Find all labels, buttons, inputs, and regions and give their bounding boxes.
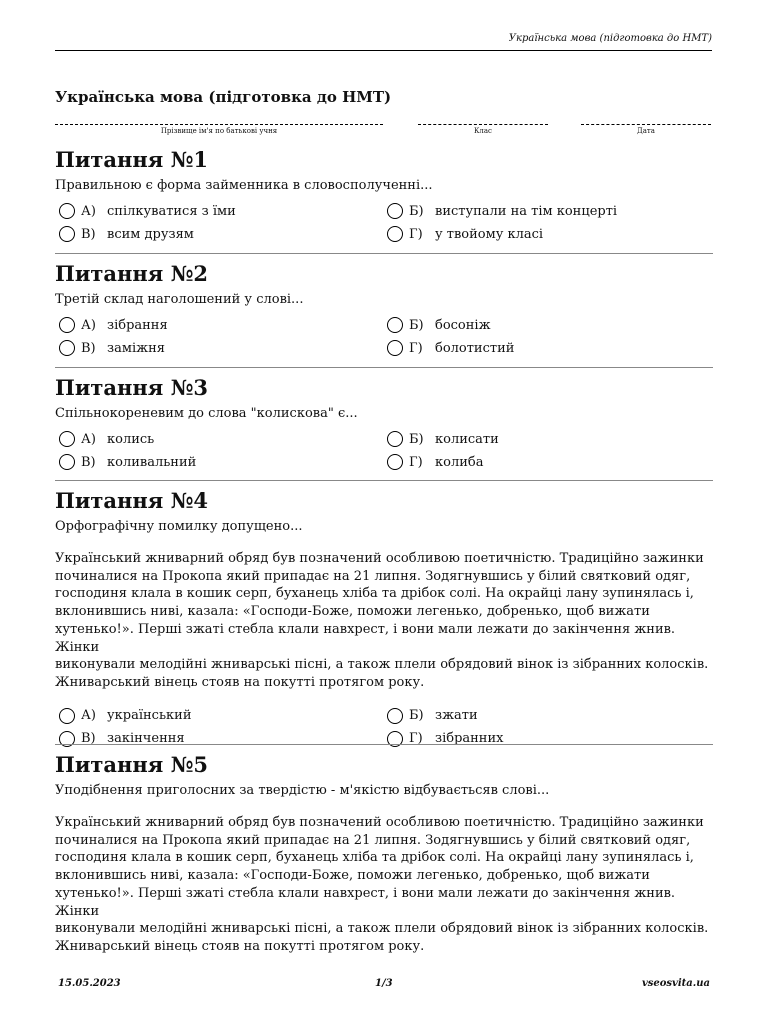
question-1 <box>55 147 713 244</box>
answer-text: зжати <box>435 708 478 724</box>
answer-text: зібрання <box>107 317 168 333</box>
signature-line <box>55 114 383 125</box>
answer-options <box>55 201 713 244</box>
radio-icon[interactable] <box>59 203 75 219</box>
answer-letter: Б) <box>409 203 424 219</box>
question-title: Питання №5 <box>55 752 209 777</box>
question-divider <box>55 744 713 745</box>
answer-text: босоніж <box>435 317 491 333</box>
answer-text: зібранних <box>435 731 504 747</box>
answer-letter: А) <box>81 203 96 219</box>
answer-text: колись <box>107 431 155 447</box>
question-4 <box>55 488 713 749</box>
answer-letter: В) <box>81 731 96 747</box>
answer-option-v[interactable] <box>55 452 383 472</box>
answer-letter: Б) <box>409 317 424 333</box>
answer-letter: Б) <box>409 431 424 447</box>
question-prompt: Третій склад наголошений у слові... <box>55 292 304 307</box>
question-prompt: Уподібнення приголосних за твердістю - м'якістю відбуваєтьсяв слові... <box>55 783 550 798</box>
answer-letter: А) <box>81 317 96 333</box>
radio-icon[interactable] <box>59 454 75 470</box>
question-prompt: Спільнокореневим до слова "колискова" є... <box>55 406 358 421</box>
question-divider <box>55 253 713 254</box>
radio-icon[interactable] <box>59 340 75 356</box>
answer-letter: Б) <box>409 708 424 724</box>
answer-options <box>55 429 713 472</box>
signature-line <box>418 114 548 125</box>
document-title: Українська мова (підготовка до НМТ) <box>55 88 392 106</box>
answer-text: колиба <box>435 454 484 470</box>
answer-text: спілкуватися з їми <box>107 203 236 219</box>
answer-option-a[interactable] <box>55 429 383 449</box>
answer-text: колисати <box>435 431 499 447</box>
answer-letter: Г) <box>409 226 423 242</box>
question-passage: Український жниварний обряд був позначений особливою поетичністю. Традиційно зажинки починалися на Прокопа який припадає на 21 липня. Зодягнувшись у білий святковий одяг, господиня клала в кошик серп, буханець хліба та дрібок солі. На окрайці лану зупинялась і, вклонившись ниві, казала: «Господи-Боже, поможи легенько, добренько, щоб вижати хутенько!». Перші зжаті стебла клали навхрест, і вони мали лежати до закінчення жнив. Жінки виконували мелодійні жниварські пісні, а також плели обрядовий вінок із зібранних колосків. Жниварський вінець стояв на покутті протягом року. <box>55 551 709 690</box>
question-divider <box>55 480 713 481</box>
radio-icon[interactable] <box>387 226 403 242</box>
question-divider <box>55 367 713 368</box>
answer-text: виступали на тім концерті <box>435 203 618 219</box>
answer-letter: А) <box>81 431 96 447</box>
date-field <box>581 114 711 135</box>
radio-icon[interactable] <box>387 708 403 724</box>
field-label: Дата <box>637 127 655 135</box>
radio-icon[interactable] <box>59 431 75 447</box>
answer-letter: А) <box>81 708 96 724</box>
answer-option-h[interactable] <box>383 452 713 472</box>
radio-icon[interactable] <box>387 454 403 470</box>
answer-option-a[interactable] <box>55 315 383 335</box>
signature-line <box>581 114 711 125</box>
question-2 <box>55 261 713 358</box>
answer-option-b[interactable] <box>383 706 713 726</box>
answer-option-a[interactable] <box>55 706 383 726</box>
answer-options <box>55 706 713 749</box>
answer-letter: В) <box>81 340 96 356</box>
answer-option-b[interactable] <box>383 315 713 335</box>
question-passage: Український жниварний обряд був позначений особливою поетичністю. Традиційно зажинки починалися на Прокопа який припадає на 21 липня. Зодягнувшись у білий святковий одяг, господиня клала в кошик серп, буханець хліба та дрібок солі. На окрайці лану зупинялась і, вклонившись ниві, казала: «Господи-Боже, поможи легенько, добренько, щоб вижати хутенько!». Перші зжаті стебла клали навхрест, і вони мали лежати до закінчення жнив. Жінки виконували мелодійні жниварські пісні, а також плели обрядовий вінок із зібранних колосків. Жниварський вінець стояв на покутті протягом року. <box>55 815 709 954</box>
answer-options <box>55 315 713 358</box>
answer-option-h[interactable] <box>383 338 713 358</box>
question-prompt: Орфографічну помилку допущено... <box>55 519 303 534</box>
answer-text: коливальний <box>107 454 197 470</box>
radio-icon[interactable] <box>387 340 403 356</box>
answer-option-v[interactable] <box>55 729 383 749</box>
answer-text: болотистий <box>435 340 515 356</box>
answer-letter: В) <box>81 454 96 470</box>
question-title: Питання №2 <box>55 261 209 286</box>
radio-icon[interactable] <box>387 431 403 447</box>
answer-option-b[interactable] <box>383 201 713 221</box>
radio-icon[interactable] <box>59 226 75 242</box>
question-3 <box>55 375 713 472</box>
question-title: Питання №3 <box>55 375 209 400</box>
footer-date: 15.05.2023 <box>58 978 121 989</box>
class-field <box>418 114 548 135</box>
answer-text: у твойому класі <box>435 226 544 242</box>
field-label: Прізвище ім'я по батькові учня <box>160 127 278 135</box>
answer-text: всим друзям <box>107 226 194 242</box>
radio-icon[interactable] <box>387 317 403 333</box>
answer-option-v[interactable] <box>55 338 383 358</box>
field-label: Клас <box>474 127 492 135</box>
answer-option-h[interactable] <box>383 224 713 244</box>
question-title: Питання №1 <box>55 147 209 172</box>
question-prompt: Правильною є форма займенника в словосполученні... <box>55 178 433 193</box>
radio-icon[interactable] <box>59 317 75 333</box>
answer-letter: В) <box>81 226 96 242</box>
student-name-field <box>55 114 383 135</box>
answer-text: український <box>107 708 192 724</box>
answer-letter: Г) <box>409 454 423 470</box>
answer-text: закінчення <box>107 731 185 747</box>
running-header: Українська мова (підготовка до НМТ) <box>55 33 712 51</box>
radio-icon[interactable] <box>387 203 403 219</box>
answer-letter: Г) <box>409 731 423 747</box>
answer-letter: Г) <box>409 340 423 356</box>
answer-text: заміжня <box>107 340 165 356</box>
answer-option-h[interactable] <box>383 729 713 749</box>
answer-option-a[interactable] <box>55 201 383 221</box>
footer-site: vseosvita.ua <box>641 978 710 989</box>
radio-icon[interactable] <box>59 708 75 724</box>
question-title: Питання №4 <box>55 488 209 513</box>
footer-page-number: 1/3 <box>375 978 393 989</box>
answer-option-v[interactable] <box>55 224 383 244</box>
question-5 <box>55 752 713 956</box>
answer-option-b[interactable] <box>383 429 713 449</box>
